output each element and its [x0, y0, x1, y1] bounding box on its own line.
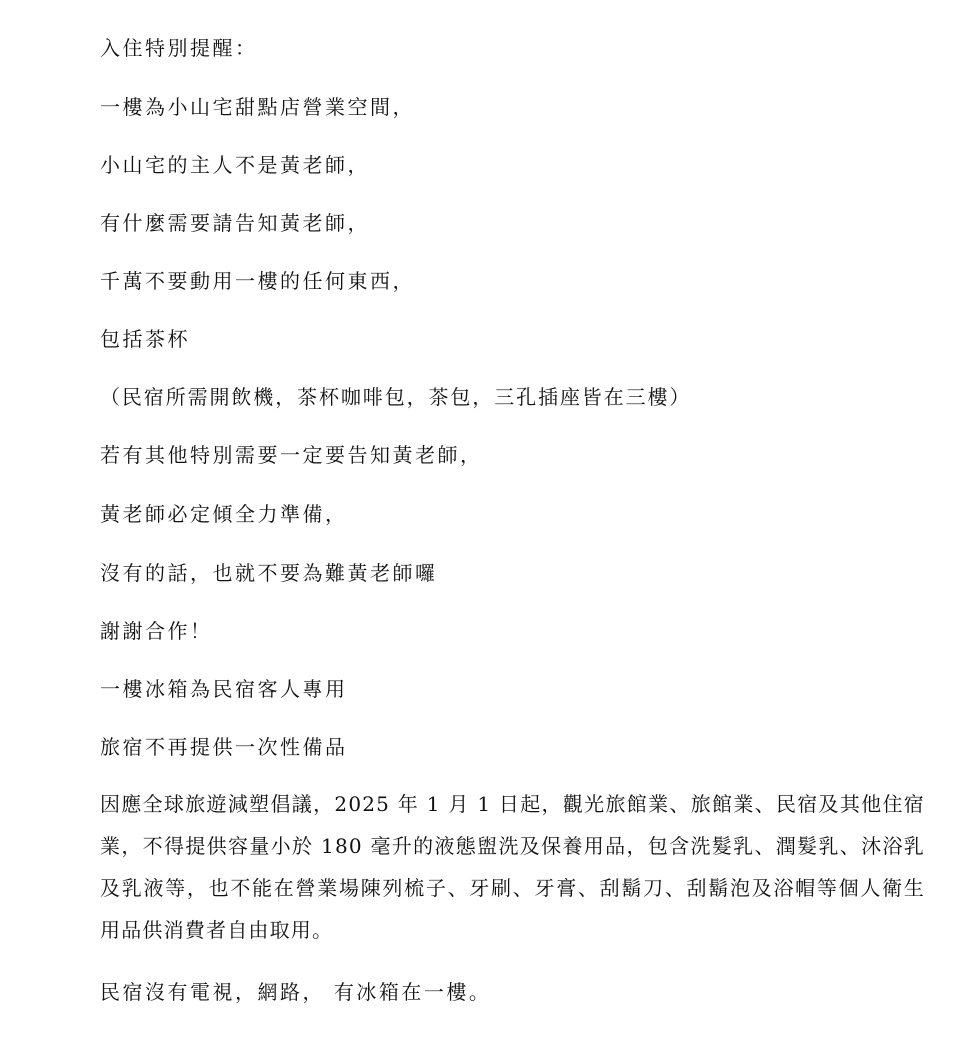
text-line: （民宿所需開飲機，茶杯咖啡包，茶包，三孔插座皆在三樓） [100, 385, 692, 409]
text-line: 民宿沒有電視，網路， 有冰箱在一樓。 [100, 980, 492, 1004]
text-line: 若有其他特別需要一定要告知黃老師， [100, 443, 483, 467]
notice-title: 入住特別提醒： [100, 36, 258, 60]
text-line: 有什麼需要請告知黃老師， [100, 211, 370, 235]
text-line: 包括茶杯 [100, 327, 190, 351]
text-line: 黃老師必定傾全力準備， [100, 502, 348, 526]
text-line: 謝謝合作！ [100, 619, 213, 643]
text-line: 沒有的話，也就不要為難黃老師囉 [100, 561, 438, 585]
text-line: 千萬不要動用一樓的任何東西， [100, 269, 415, 293]
regulation-paragraph: 因應全球旅遊減塑倡議，2025 年 1 月 1 日起，觀光旅館業、旅館業、民宿及其他住宿業，不得提供容量小於 180 毫升的液態盥洗及保養用品，包含洗髮乳、潤髮乳、沐浴乳及乳液等，也不能在營業場陳列梳子、牙刷、牙膏、刮鬍刀、刮鬍泡及浴帽等個人衛生用品供消費者自由取用。 [100, 792, 925, 942]
text-line: 一樓為小山宅甜點店營業空間， [100, 95, 415, 119]
text-line: 旅宿不再提供一次性備品 [100, 735, 348, 759]
text-line: 小山宅的主人不是黃老師， [100, 153, 370, 177]
text-line: 一樓冰箱為民宿客人專用 [100, 677, 348, 701]
